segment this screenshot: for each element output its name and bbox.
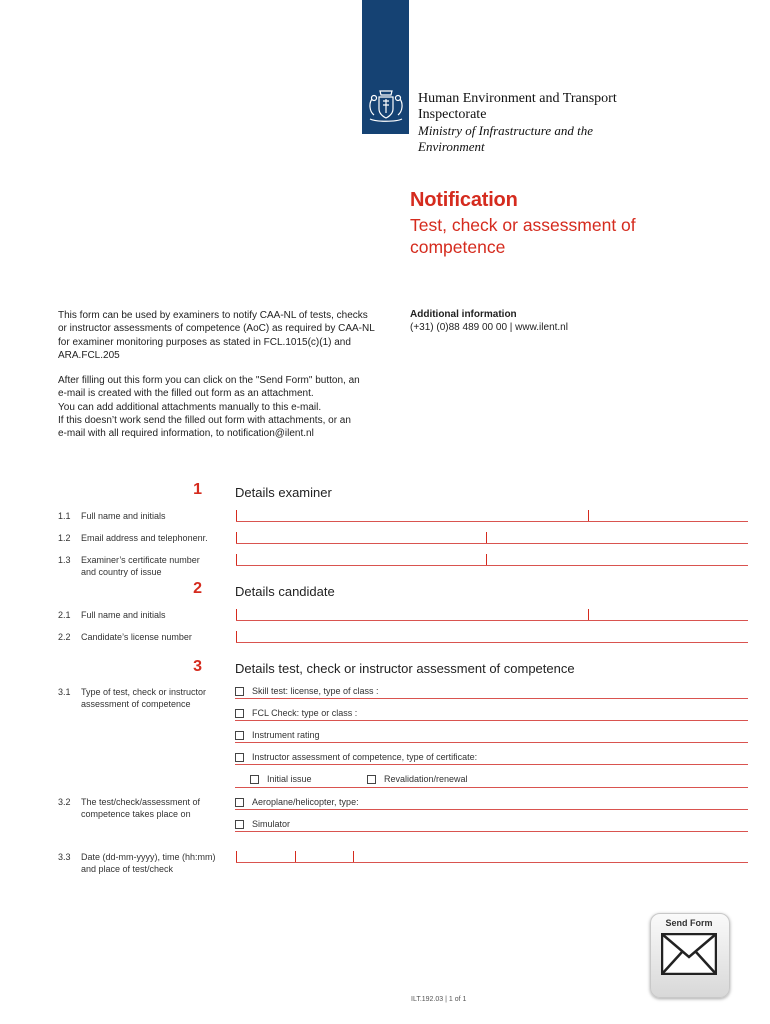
- intro-p1-line-2: or instructor assessments of competence (AoC) as required by CAA-NL: [58, 323, 375, 335]
- field-simulator[interactable]: [235, 831, 748, 832]
- option-instructor-assessment-label: Instructor assessment of competence, type of certificate:: [252, 752, 478, 762]
- option-aeroplane-helicopter-label: Aeroplane/helicopter, type:: [252, 797, 359, 807]
- option-instrument-rating-label: Instrument rating: [252, 730, 320, 740]
- field-fcl-check[interactable]: [235, 720, 748, 721]
- field-2-2-start: [236, 631, 237, 642]
- field-1-2-divider: [486, 532, 487, 543]
- field-2-1-start: [236, 609, 237, 620]
- checkbox-skill-test[interactable]: [235, 687, 244, 696]
- field-2-1-divider: [588, 609, 589, 620]
- subtitle-line-2: competence: [410, 237, 506, 257]
- checkbox-aeroplane-helicopter[interactable]: [235, 798, 244, 807]
- q-1-1-number: 1.1: [58, 511, 71, 521]
- field-date-start: [236, 851, 237, 862]
- organization-name: [418, 91, 617, 123]
- coat-of-arms-icon: [364, 85, 408, 129]
- page-title: Notification: [410, 189, 518, 211]
- option-simulator-label: Simulator: [252, 819, 291, 829]
- option-skill-test-label: Skill test: license, type of class :: [252, 686, 379, 696]
- q-2-1-label: Full name and initials: [81, 610, 166, 620]
- q-3-1-label: [81, 687, 226, 710]
- q-3-2-label-line-2: competence takes place on: [81, 808, 191, 819]
- ministry-line-1: Ministry of Infrastructure and the: [418, 123, 594, 138]
- q-3-1-number: 3.1: [58, 687, 71, 697]
- q-3-3-label: [81, 852, 226, 875]
- field-instructor-assessment[interactable]: [235, 764, 748, 765]
- section-3-number: 3: [193, 658, 202, 675]
- intro-text: [58, 309, 398, 453]
- checkbox-revalidation[interactable]: [367, 775, 376, 784]
- option-revalidation[interactable]: [367, 774, 468, 784]
- field-instrument-rating: [235, 742, 748, 743]
- intro-p1-line-4: ARA.FCL.205: [58, 349, 120, 361]
- option-aeroplane-helicopter[interactable]: [235, 797, 359, 807]
- intro-p2-line-3: You can add additional attachments manually to this e-mail.: [58, 401, 322, 413]
- page-subtitle: [410, 214, 730, 258]
- field-1-2-email-phone[interactable]: [236, 543, 748, 544]
- field-date-time-place[interactable]: [236, 862, 748, 863]
- option-initial-issue-label: Initial issue: [267, 774, 312, 784]
- option-simulator[interactable]: [235, 819, 290, 829]
- field-2-1-full-name[interactable]: [236, 620, 748, 621]
- intro-p2-line-4: If this doesn’t work send the filled out form with attachments, or an: [58, 415, 351, 427]
- q-1-3-label: [81, 555, 226, 578]
- q-1-3-label-line-2: and country of issue: [81, 566, 162, 577]
- intro-paragraph-1: [58, 309, 398, 362]
- q-3-3-number: 3.3: [58, 852, 71, 862]
- section-1-title: Details examiner: [235, 485, 332, 500]
- send-form-label: Send Form: [665, 918, 713, 928]
- field-1-1-start: [236, 510, 237, 521]
- field-1-2-start: [236, 532, 237, 543]
- field-1-1-full-name[interactable]: [236, 521, 748, 522]
- section-1-number: 1: [193, 481, 202, 498]
- option-skill-test[interactable]: [235, 686, 379, 696]
- additional-info-contact: (+31) (0)88 489 00 00 | www.ilent.nl: [410, 322, 568, 333]
- org-line-1: Human Environment and Transport: [418, 91, 617, 106]
- org-line-2: Inspectorate: [418, 107, 487, 122]
- field-aeroplane-type[interactable]: [235, 809, 748, 810]
- intro-p1-line-3: for examiner monitoring purposes as stated in FCL.1015(c)(1) and: [58, 336, 351, 348]
- q-3-2-label: [81, 797, 226, 820]
- field-1-1-divider: [588, 510, 589, 521]
- envelope-icon: [661, 933, 717, 975]
- q-3-1-label-line-1: Type of test, check or instructor: [81, 687, 207, 697]
- additional-info-heading: Additional information: [410, 309, 517, 320]
- intro-p1-line-1: This form can be used by examiners to notify CAA-NL of tests, checks: [58, 310, 368, 321]
- field-2-2-license-number[interactable]: [236, 642, 748, 643]
- option-fcl-check[interactable]: [235, 708, 357, 718]
- option-initial-issue[interactable]: [250, 774, 312, 784]
- checkbox-initial-issue[interactable]: [250, 775, 259, 784]
- q-2-1-number: 2.1: [58, 610, 71, 620]
- section-3-title: Details test, check or instructor assessment of competence: [235, 661, 575, 676]
- intro-p2-line-5: e-mail with all required information, to notification@ilent.nl: [58, 428, 314, 440]
- q-3-2-label-line-1: The test/check/assessment of: [81, 797, 201, 807]
- field-place-start: [353, 851, 354, 862]
- option-revalidation-label: Revalidation/renewal: [384, 774, 468, 784]
- q-1-2-label: Email address and telephonenr.: [81, 533, 208, 543]
- intro-paragraph-2: [58, 374, 398, 440]
- field-1-3-start: [236, 554, 237, 565]
- option-instrument-rating[interactable]: [235, 730, 320, 740]
- subtitle-line-1: Test, check or assessment of: [410, 215, 636, 235]
- field-time-start: [295, 851, 296, 862]
- field-1-3-divider: [486, 554, 487, 565]
- field-skill-test[interactable]: [235, 698, 748, 699]
- q-1-2-number: 1.2: [58, 533, 71, 543]
- footer-code: ILT.192.03 | 1 of 1: [411, 996, 467, 1003]
- checkbox-fcl-check[interactable]: [235, 709, 244, 718]
- q-3-1-label-line-2: assessment of competence: [81, 698, 191, 709]
- ministry-name: [418, 123, 593, 155]
- q-3-2-number: 3.2: [58, 797, 71, 807]
- option-instructor-assessment[interactable]: [235, 752, 477, 762]
- q-1-1-label: Full name and initials: [81, 511, 166, 521]
- checkbox-instructor-assessment[interactable]: [235, 753, 244, 762]
- ministry-line-2: Environment: [418, 139, 485, 154]
- q-1-3-number: 1.3: [58, 555, 71, 565]
- option-fcl-check-label: FCL Check: type or class :: [252, 708, 358, 718]
- q-3-3-label-line-2: and place of test/check: [81, 863, 174, 874]
- q-2-2-label: Candidate’s license number: [81, 632, 192, 642]
- section-2-number: 2: [193, 580, 202, 597]
- checkbox-simulator[interactable]: [235, 820, 244, 829]
- intro-p2-line-1: After filling out this form you can click on the "Send Form" button, an: [58, 375, 360, 387]
- q-3-3-label-line-1: Date (dd-mm-yyyy), time (hh:mm): [81, 852, 216, 862]
- divider-initial-reval: [235, 787, 748, 788]
- section-2-title: Details candidate: [235, 584, 335, 599]
- field-1-3-certificate[interactable]: [236, 565, 748, 566]
- q-1-3-label-line-1: Examiner’s certificate number: [81, 555, 200, 565]
- intro-p2-line-2: e-mail is created with the filled out form as an attachment.: [58, 388, 314, 400]
- checkbox-instrument-rating[interactable]: [235, 731, 244, 740]
- q-2-2-number: 2.2: [58, 632, 71, 642]
